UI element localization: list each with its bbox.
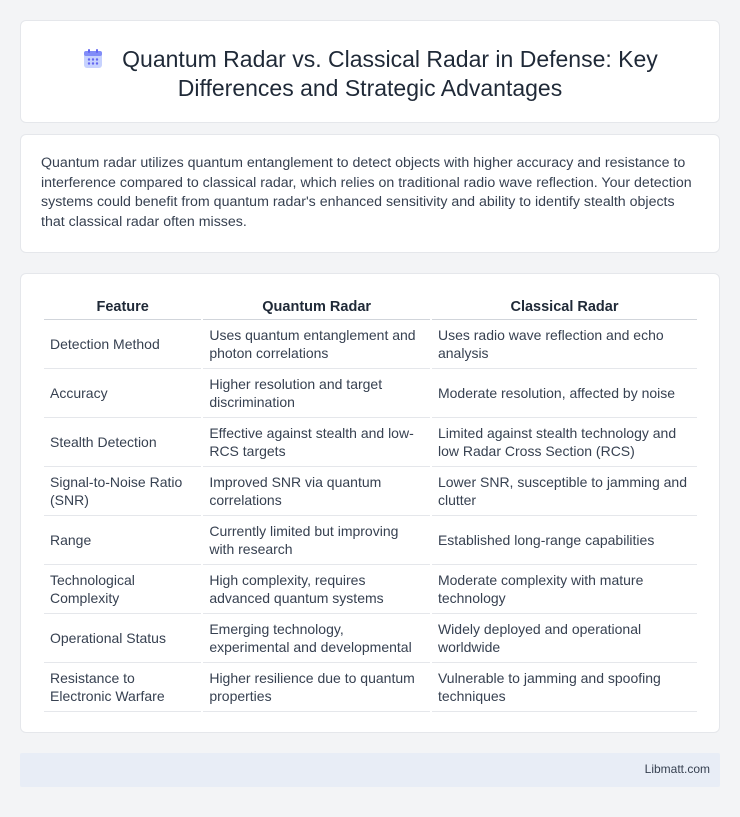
comparison-card — [20, 273, 720, 733]
classical-cell: Moderate complexity with mature technology — [432, 565, 697, 614]
classical-cell: Moderate resolution, affected by noise — [432, 369, 697, 418]
summary-card — [20, 134, 720, 253]
classical-cell: Lower SNR, susceptible to jamming and clutter — [432, 467, 697, 516]
footer-site-link[interactable]: Libmatt.com — [644, 762, 710, 776]
classical-cell: Vulnerable to jamming and spoofing techniques — [432, 663, 697, 712]
calendar-icon — [82, 48, 104, 70]
footer — [20, 753, 720, 787]
classical-cell: Uses radio wave reflection and echo analysis — [432, 320, 697, 369]
table-row — [44, 663, 697, 712]
quantum-cell: Currently limited but improving with research — [203, 516, 430, 565]
quantum-cell: Uses quantum entanglement and photon correlations — [203, 320, 430, 369]
feature-cell: Resistance to Electronic Warfare — [44, 663, 201, 712]
table-row — [44, 565, 697, 614]
header-classical-radar: Classical Radar — [432, 296, 697, 320]
quantum-cell: Effective against stealth and low-RCS targets — [203, 418, 430, 467]
table-row — [44, 467, 697, 516]
feature-cell: Technological Complexity — [44, 565, 201, 614]
table-row — [44, 369, 697, 418]
feature-cell: Stealth Detection — [44, 418, 201, 467]
table-header-row — [44, 296, 697, 320]
table-row — [44, 516, 697, 565]
feature-cell: Signal-to-Noise Ratio (SNR) — [44, 467, 201, 516]
feature-cell: Operational Status — [44, 614, 201, 663]
quantum-cell: Emerging technology, experimental and developmental — [203, 614, 430, 663]
feature-cell: Detection Method — [44, 320, 201, 369]
quantum-cell: Higher resolution and target discrimination — [203, 369, 430, 418]
header-quantum-radar: Quantum Radar — [203, 296, 430, 320]
table-row — [44, 614, 697, 663]
summary-text: Quantum radar utilizes quantum entanglement to detect objects with higher accuracy and resistance to interference compared to classical radar, which relies on traditional radio wave reflection. Your detection systems could benefit from quantum radar's enhanced sensitivity and ability to identify stealth objects that classical radar often misses. — [41, 155, 692, 230]
title-wrap — [21, 45, 719, 103]
quantum-cell: Higher resilience due to quantum properties — [203, 663, 430, 712]
classical-cell: Established long-range capabilities — [432, 516, 697, 565]
comparison-table — [42, 296, 699, 712]
header-card — [20, 20, 720, 123]
page-title: Quantum Radar vs. Classical Radar in Defense: Key Differences and Strategic Advantages — [122, 46, 658, 101]
feature-cell: Accuracy — [44, 369, 201, 418]
quantum-cell: High complexity, requires advanced quantum systems — [203, 565, 430, 614]
classical-cell: Limited against stealth technology and low Radar Cross Section (RCS) — [432, 418, 697, 467]
table-row — [44, 320, 697, 369]
classical-cell: Widely deployed and operational worldwide — [432, 614, 697, 663]
quantum-cell: Improved SNR via quantum correlations — [203, 467, 430, 516]
table-row — [44, 418, 697, 467]
feature-cell: Range — [44, 516, 201, 565]
header-feature: Feature — [44, 296, 201, 320]
